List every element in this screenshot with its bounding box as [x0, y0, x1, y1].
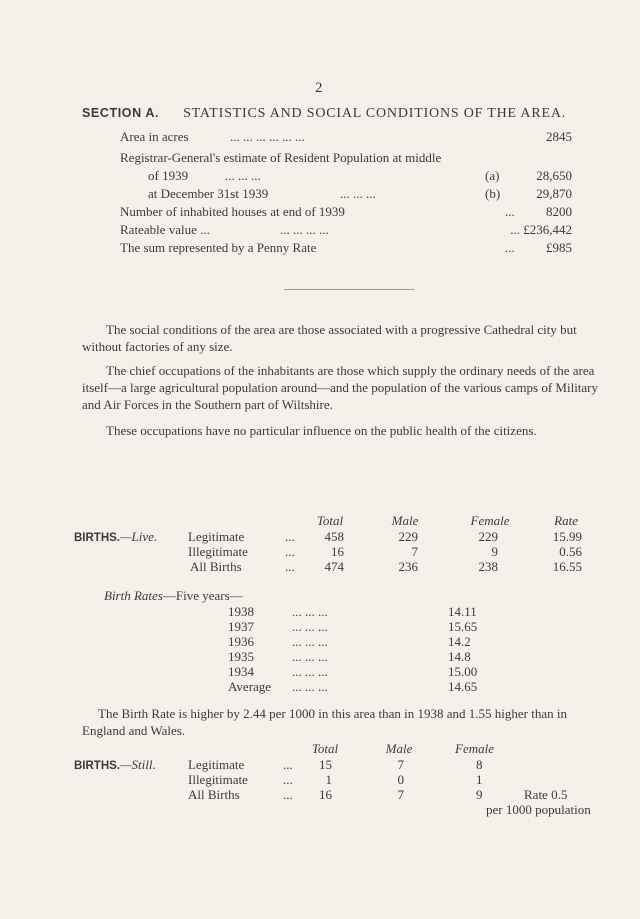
list-item — [0, 604, 640, 620]
divider-rule — [284, 289, 414, 290]
row-male: 7 — [397, 787, 404, 802]
stat-houses-dots: ... — [505, 204, 515, 219]
section-label: SECTION A. — [82, 106, 160, 120]
row-rate: 15.99 — [552, 529, 582, 544]
row-total: 458 — [324, 529, 344, 544]
births-still-heading-sub: —Still. — [120, 757, 156, 772]
stat-penny-dots: ... — [505, 240, 515, 255]
still-birth-rate: Rate 0.5 — [524, 787, 568, 802]
rate-dots: ... ... ... — [292, 664, 328, 679]
list-item — [0, 649, 640, 665]
row-dots: ... — [285, 529, 295, 544]
row-rate: 0.56 — [559, 544, 582, 559]
col-total: Total — [311, 741, 339, 756]
rate-value: 14.11 — [448, 604, 477, 619]
stat-rateable-label: Rateable value ... — [120, 222, 210, 237]
birth-rate-comparison: The Birth Rate is higher by 2.44 per 1000 in this area than in 1938 and 1.55 higher than in England and Wales. — [82, 706, 567, 738]
stat-area-value: 2845 — [546, 129, 572, 144]
stat-penny — [120, 240, 572, 256]
row-label: All Births — [190, 559, 242, 574]
list-item — [0, 634, 640, 650]
rate-year: 1934 — [228, 664, 254, 679]
row-male: 236 — [398, 559, 418, 574]
page-number: 2 — [315, 80, 323, 96]
stat-estimate-mark-a: (a) — [485, 168, 500, 183]
row-total: 15 — [319, 757, 332, 772]
stat-area-dots: ... ... ... ... ... ... — [230, 129, 305, 144]
rate-dots: ... ... ... — [292, 649, 328, 664]
stat-estimate-line2-dots: ... ... ... — [225, 168, 261, 183]
row-label: Legitimate — [188, 529, 245, 544]
paragraph-social-conditions: The social conditions of the area are those associated with a progressive Cathedral city but without factories of any size. — [82, 322, 577, 354]
col-rate: Rate — [554, 513, 578, 528]
rate-value: 14.8 — [448, 649, 471, 664]
row-dots: ... — [283, 787, 293, 802]
row-label: All Births — [188, 787, 240, 802]
birth-rates-heading-italic: Birth Rates — [104, 588, 163, 603]
stat-houses-label: Number of inhabited houses at end of 1939 — [120, 204, 345, 219]
stat-estimate-b — [120, 186, 572, 202]
birth-rates-heading-rest: —Five years— — [162, 588, 243, 603]
stat-estimate-label: Registrar-General's estimate of Resident Population at middle — [120, 150, 442, 165]
row-dots: ... — [283, 772, 293, 787]
stat-rateable — [120, 222, 572, 238]
list-item — [0, 664, 640, 680]
section-heading — [82, 106, 566, 122]
stat-estimate-value-a: 28,650 — [536, 168, 572, 183]
section-title: STATISTICS AND SOCIAL CONDITIONS OF THE AREA. — [183, 106, 567, 121]
row-male: 0 — [397, 772, 404, 787]
col-female: Female — [470, 513, 510, 528]
row-female: 9 — [491, 544, 498, 559]
table-row — [0, 529, 640, 545]
row-female: 238 — [478, 559, 498, 574]
row-female: 229 — [478, 529, 498, 544]
col-male: Male — [391, 513, 419, 528]
stat-area — [120, 129, 572, 145]
row-label: Illegitimate — [188, 772, 248, 787]
table-row — [0, 559, 640, 575]
rate-year: 1938 — [228, 604, 254, 619]
stat-area-label: Area in acres — [120, 129, 189, 144]
row-female: 9 — [476, 787, 483, 802]
row-label: Illegitimate — [188, 544, 248, 559]
stat-penny-label: The sum represented by a Penny Rate — [120, 240, 317, 255]
stat-houses — [120, 204, 572, 220]
list-item — [0, 619, 640, 635]
rate-year: 1937 — [228, 619, 254, 634]
births-live-heading-label: BIRTHS. — [74, 532, 120, 544]
stat-estimate-line2: of 1939 — [148, 168, 189, 183]
row-label: Legitimate — [188, 757, 245, 772]
stat-estimate-mark-b: (b) — [485, 186, 501, 201]
table-row — [0, 787, 640, 803]
birth-rates-heading — [104, 588, 243, 604]
stat-estimate-line3: at December 31st 1939 — [148, 186, 269, 201]
rate-value: 14.2 — [448, 634, 471, 649]
stat-houses-value: 8200 — [546, 204, 572, 219]
row-female: 1 — [476, 772, 483, 787]
still-birth-rate-unit: per 1000 population — [486, 802, 591, 817]
rate-year: Average — [228, 679, 272, 694]
stat-estimate — [120, 150, 572, 166]
col-total: Total — [316, 513, 344, 528]
rate-year: 1935 — [228, 649, 254, 664]
col-male: Male — [385, 741, 413, 756]
rate-year: 1936 — [228, 634, 254, 649]
rate-dots: ... ... ... — [292, 634, 328, 649]
row-total: 474 — [324, 559, 344, 574]
paragraph-occupations: The chief occupations of the inhabitants are those which supply the ordinary needs of the area itself—a large agricultural population around—and the population of the various camps of Military and Air Forces in the Southern part of Wiltshire. — [82, 363, 599, 412]
row-female: 8 — [476, 757, 483, 772]
row-rate: 16.55 — [552, 559, 582, 574]
rate-dots: ... ... ... — [292, 679, 328, 694]
stat-estimate-line3-dots: ... ... ... — [340, 186, 376, 201]
row-male: 7 — [411, 544, 418, 559]
row-dots: ... — [283, 757, 293, 772]
table-row — [0, 757, 640, 773]
stat-rateable-dots: ... ... ... ... — [280, 222, 329, 237]
row-dots: ... — [285, 544, 295, 559]
paragraph-occupation-influence: These occupations have no particular influence on the public health of the citizens. — [106, 423, 537, 438]
births-still-heading-label: BIRTHS. — [74, 760, 120, 772]
births-live-heading-sub: —Live. — [120, 529, 158, 544]
births-still-header — [0, 741, 640, 757]
rate-value: 15.00 — [448, 664, 478, 679]
list-item — [0, 679, 640, 695]
rate-value: 15.65 — [448, 619, 478, 634]
row-total: 16 — [331, 544, 344, 559]
stat-rateable-value: ... £236,442 — [510, 222, 572, 237]
rate-value: 14.65 — [448, 679, 478, 694]
row-male: 7 — [397, 757, 404, 772]
stat-estimate-value-b: 29,870 — [536, 186, 572, 201]
row-male: 229 — [398, 529, 418, 544]
row-total: 16 — [319, 787, 332, 802]
col-female: Female — [455, 741, 494, 756]
rate-dots: ... ... ... — [292, 619, 328, 634]
stat-estimate-a — [120, 168, 572, 184]
rate-dots: ... ... ... — [292, 604, 328, 619]
stat-penny-value: £985 — [546, 240, 572, 255]
row-total: 1 — [325, 772, 332, 787]
table-row — [0, 544, 640, 560]
table-row — [0, 772, 640, 788]
row-dots: ... — [285, 559, 295, 574]
